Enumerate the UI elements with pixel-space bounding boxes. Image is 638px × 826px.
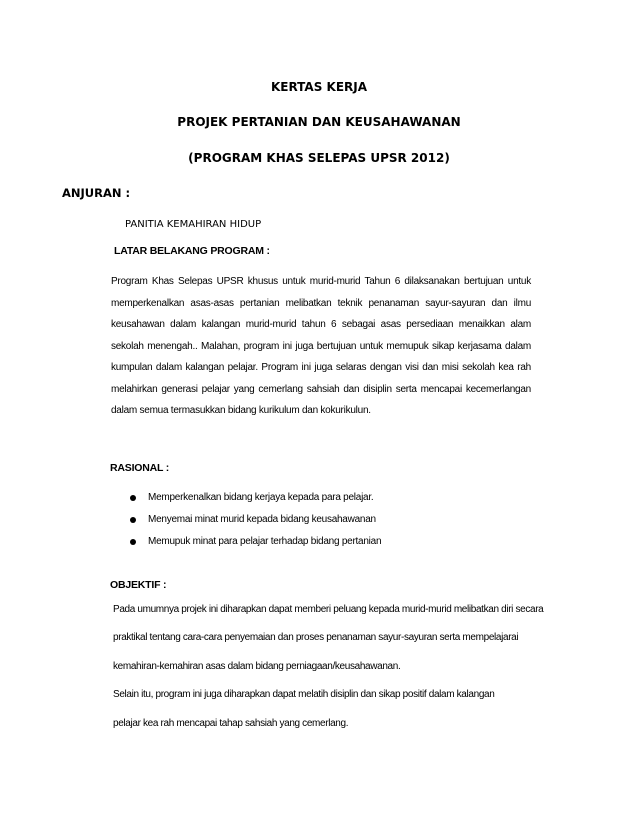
bullet-icon	[130, 539, 136, 545]
list-item	[130, 491, 381, 513]
anjuran-label: ANJURAN :	[62, 186, 131, 200]
list-item	[130, 535, 381, 557]
latar-belakang-heading: LATAR BELAKANG PROGRAM :	[114, 245, 270, 257]
organizer-name: PANITIA KEMAHIRAN HIDUP	[125, 219, 262, 230]
objektif-line: Pada umumnya projek ini diharapkan dapat memberi peluang kepada murid-murid melibatkan diri secara	[113, 604, 544, 615]
latar-belakang-paragraph: Program Khas Selepas UPSR khusus untuk murid-murid Tahun 6 dilaksanakan bertujuan untuk memperkenalkan asas-asas pertanian melibatkan teknik penanaman sayur-sayuran dan ilmu keusahawan dalam kalangan murid-murid tahun 6 sebagai asas persediaan menaikkan alam sekolah menengah.. Malahan, program ini juga bertujuan untuk memupuk sikap kerjasama dalam kumpulan dalam kalangan pelajar. Program ini juga selaras dengan visi dan misi sekolah kea rah melahirkan generasi pelajar yang cemerlang sahsiah dan disiplin serta mencapai kecemerlangan dalam semua termasukkan bidang kurikulum dan kokurikulun.	[111, 276, 531, 416]
rasional-item-text: Menyemai minat murid kepada bidang keusahawanan	[148, 514, 376, 525]
objektif-line: praktikal tentang cara-cara penyemaian dan proses penanaman sayur-sayuran serta mempelajarai	[113, 632, 519, 643]
document-title: KERTAS KERJA	[270, 80, 368, 94]
objektif-line: pelajar kea rah mencapai tahap sahsiah yang cemerlang.	[113, 718, 349, 729]
objektif-line: kemahiran-kemahiran asas dalam bidang perniagaan/keusahawanan.	[113, 661, 401, 672]
list-item	[130, 513, 381, 535]
rasional-list	[130, 491, 381, 557]
bullet-icon	[130, 517, 136, 523]
rasional-heading: RASIONAL :	[110, 462, 170, 474]
objektif-heading: OBJEKTIF :	[110, 579, 167, 591]
objektif-line: Selain itu, program ini juga diharapkan dapat melatih disiplin dan sikap positif dalam kalangan	[113, 689, 495, 700]
program-subtitle: (PROGRAM KHAS SELEPAS UPSR 2012)	[188, 151, 450, 165]
rasional-item-text: Memupuk minat para pelajar terhadap bidang pertanian	[148, 536, 382, 547]
project-title: PROJEK PERTANIAN DAN KEUSAHAWANAN	[177, 115, 461, 129]
bullet-icon	[130, 495, 136, 501]
rasional-item-text: Memperkenalkan bidang kerjaya kepada para pelajar.	[148, 492, 374, 503]
